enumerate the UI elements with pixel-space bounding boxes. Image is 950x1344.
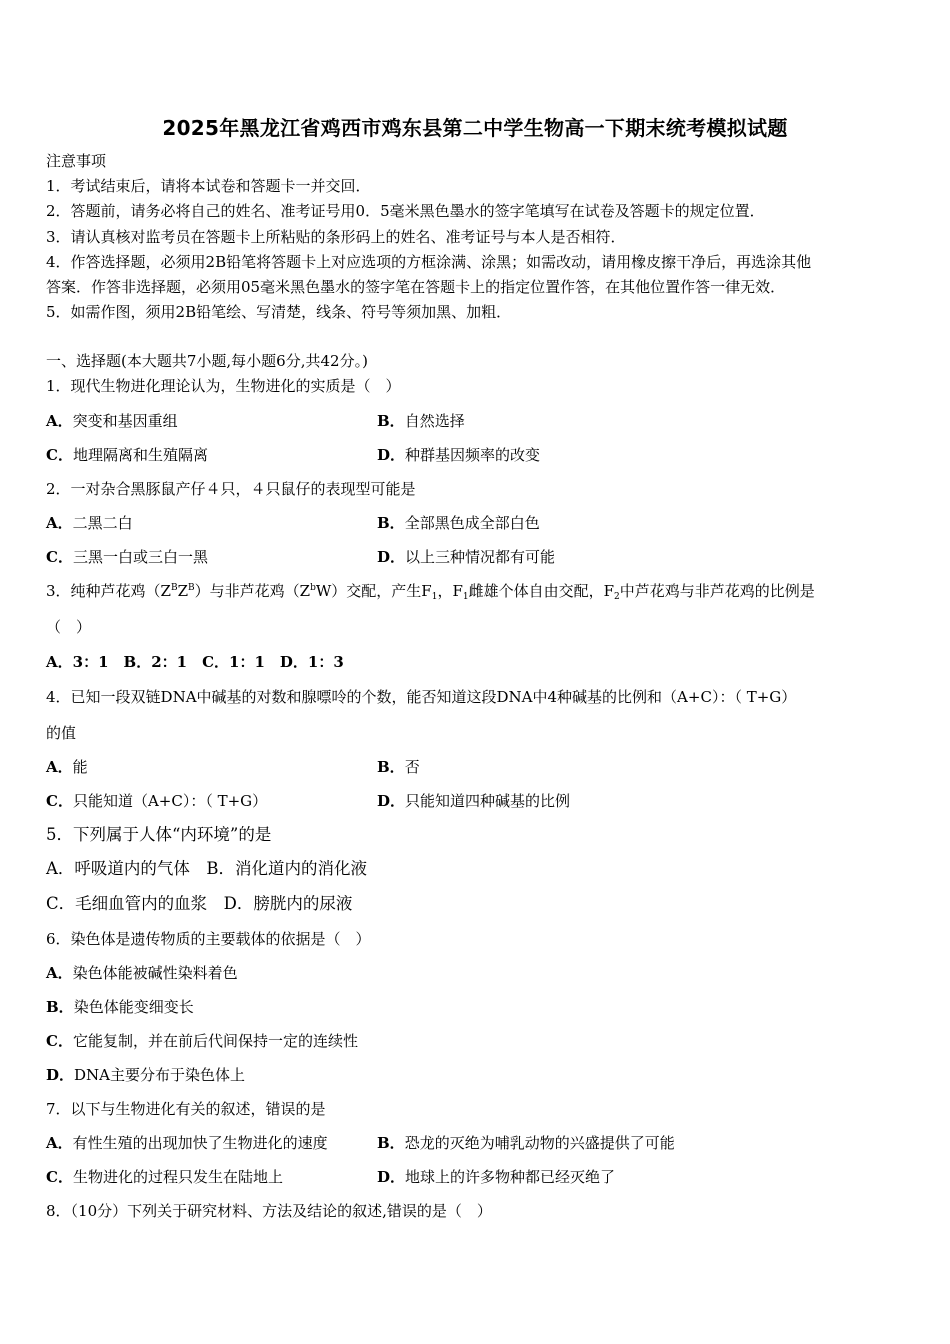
question-number: 7．	[46, 1100, 71, 1118]
question-number: 1．	[46, 377, 71, 395]
question-number: 5．	[46, 825, 73, 844]
question-text: 雌雄个体自由交配，F	[468, 582, 615, 600]
notice-item: 答案．作答非选择题，必须用05毫米黑色墨水的签字笔在答题卡上的指定位置作答，在其他位置作答一律无效．	[46, 278, 786, 296]
question-number: 2．	[46, 480, 71, 498]
option-d	[377, 791, 570, 811]
option-text: 种群基因频率的改变	[405, 446, 541, 464]
options-line: A．呼吸道内的气体 B．消化道内的消化液	[46, 859, 368, 878]
option-c	[46, 445, 208, 465]
superscript: b	[310, 583, 316, 593]
answer-paren: （ ）	[46, 618, 92, 636]
option-a	[46, 757, 88, 777]
question-text: 已知一段双链DNA中碱基的对数和腺嘌呤的个数，能否知道这段DNA中4种碱基的比例和（A+C）：（ T+G）	[70, 688, 797, 706]
option-text: 二黑二白	[72, 514, 133, 532]
option-text: 它能复制，并在前后代间保持一定的连续性	[72, 1032, 358, 1050]
question-number: 3．	[46, 582, 71, 600]
option-b	[377, 513, 540, 533]
question-text: 下列属于人体“内环境”的是	[73, 825, 272, 844]
question-1	[46, 376, 401, 396]
notice-item: 5．如需作图，须用2B铅笔绘、写清楚，线条、符号等须加黑、加粗．	[46, 303, 512, 321]
option-text: 地理隔离和生殖隔离	[72, 446, 208, 464]
option-label: D．	[46, 1066, 75, 1084]
question-6	[46, 929, 371, 949]
question-number: 4．	[46, 688, 71, 706]
option-label: A．	[46, 964, 73, 982]
question-4	[46, 687, 796, 707]
question-text-continued: 的值	[46, 724, 77, 742]
question-text: 以下与生物进化有关的叙述，错误的是	[70, 1100, 326, 1118]
option-text: 能	[72, 758, 88, 776]
option-label: A．	[46, 514, 73, 532]
option-label: B．	[46, 998, 74, 1016]
question-text: （10分）下列关于研究材料、方法及结论的叙述,错误的是（ ）	[70, 1202, 492, 1220]
options-inline: A．3：1 B．2：1 C．1：1 D．1：3	[46, 653, 344, 671]
option-c	[46, 791, 267, 811]
notice-item: 1．考试结束后，请将本试卷和答题卡一并交回．	[46, 177, 371, 195]
option-label: A．	[46, 1134, 73, 1152]
option-label: C．	[46, 792, 73, 810]
option-label: B．	[377, 514, 405, 532]
question-text: Z	[177, 582, 189, 600]
option-label: C．	[46, 1168, 73, 1186]
option-a	[46, 411, 178, 431]
option-text: 突变和基因重组	[72, 412, 178, 430]
question-text: ，F	[437, 582, 463, 600]
option-c	[46, 1031, 358, 1051]
question-text: 染色体是遗传物质的主要载体的依据是（ ）	[70, 930, 371, 948]
option-a	[46, 1133, 328, 1153]
option-text: 染色体能被碱性染料着色	[72, 964, 238, 982]
option-label: C．	[46, 1032, 73, 1050]
option-c	[46, 1167, 283, 1187]
option-d	[377, 547, 555, 567]
option-label: B．	[377, 412, 405, 430]
question-number: 8．	[46, 1202, 71, 1220]
option-d	[377, 1167, 615, 1187]
notice-item: 4．作答选择题，必须用2B铅笔将答题卡上对应选项的方框涂满、涂黑；如需改动，请用橡皮擦干净后，再选涂其他	[46, 253, 812, 271]
question-text: 纯种芦花鸡（Z	[70, 582, 171, 600]
option-text: 生物进化的过程只发生在陆地上	[72, 1168, 283, 1186]
question-5	[46, 825, 271, 845]
question-text: W）交配，产生F	[315, 582, 432, 600]
option-d	[377, 445, 540, 465]
option-text: 只能知道四种碱基的比例	[405, 792, 571, 810]
section-heading: 一、选择题(本大题共7小题,每小题6分,共42分。)	[46, 352, 368, 370]
question-number: 6．	[46, 930, 71, 948]
option-text: 三黑一白或三白一黑	[72, 548, 208, 566]
option-a	[46, 963, 238, 983]
option-label: C．	[46, 548, 73, 566]
notice-heading: 注意事项	[46, 152, 107, 170]
option-text: 以上三种情况都有可能	[405, 548, 556, 566]
option-text: 染色体能变细变长	[73, 998, 194, 1016]
option-b	[377, 757, 420, 777]
notice-item: 3．请认真核对监考员在答题卡上所粘贴的条形码上的姓名、准考证号与本人是否相符．	[46, 228, 626, 246]
option-label: A．	[46, 758, 73, 776]
superscript: B	[188, 583, 195, 593]
question-2	[46, 479, 416, 499]
option-text: 地球上的许多物种都已经灭绝了	[405, 1168, 616, 1186]
option-text: DNA主要分布于染色体上	[74, 1066, 246, 1084]
question-text: ）与非芦花鸡（Z	[194, 582, 311, 600]
option-label: D．	[377, 792, 406, 810]
option-b	[46, 997, 194, 1017]
option-text: 恐龙的灭绝为哺乳动物的兴盛提供了可能	[404, 1134, 675, 1152]
question-text: 中芦花鸡与非芦花鸡的比例是	[619, 582, 815, 600]
superscript: B	[170, 583, 178, 593]
question-text: 一对杂合黑豚鼠产仔４只，４只鼠仔的表现型可能是	[70, 480, 416, 498]
option-label: C．	[46, 446, 73, 464]
option-a	[46, 513, 133, 533]
option-text: 自然选择	[404, 412, 465, 430]
question-7	[46, 1099, 326, 1119]
question-text: 现代生物进化理论认为，生物进化的实质是（ ）	[70, 377, 401, 395]
option-label: B．	[377, 758, 405, 776]
option-d	[46, 1065, 245, 1085]
option-c	[46, 547, 208, 567]
option-label: D．	[377, 1168, 406, 1186]
option-b	[377, 1133, 675, 1153]
option-text: 有性生殖的出现加快了生物进化的速度	[72, 1134, 328, 1152]
question-3	[46, 581, 815, 601]
option-text: 只能知道（A+C）：（ T+G）	[72, 792, 268, 810]
options-line: C．毛细血管内的血浆 D．膀胱内的尿液	[46, 894, 353, 913]
option-label: D．	[377, 548, 406, 566]
notice-item: 2．答题前，请务必将自己的姓名、准考证号用0．5毫米黑色墨水的签字笔填写在试卷及答题卡的规定位置．	[46, 202, 765, 220]
option-text: 否	[404, 758, 420, 776]
page-title: 2025年黑龙江省鸡西市鸡东县第二中学生物高一下期末统考模拟试题	[162, 116, 788, 140]
option-label: D．	[377, 446, 406, 464]
subscript: 2	[614, 592, 620, 602]
subscript: 1	[462, 592, 469, 602]
option-text: 全部黑色成全部白色	[404, 514, 540, 532]
option-label: A．	[46, 412, 73, 430]
option-label: B．	[377, 1134, 405, 1152]
subscript: 1	[431, 592, 438, 602]
question-8	[46, 1201, 492, 1221]
option-b	[377, 411, 465, 431]
